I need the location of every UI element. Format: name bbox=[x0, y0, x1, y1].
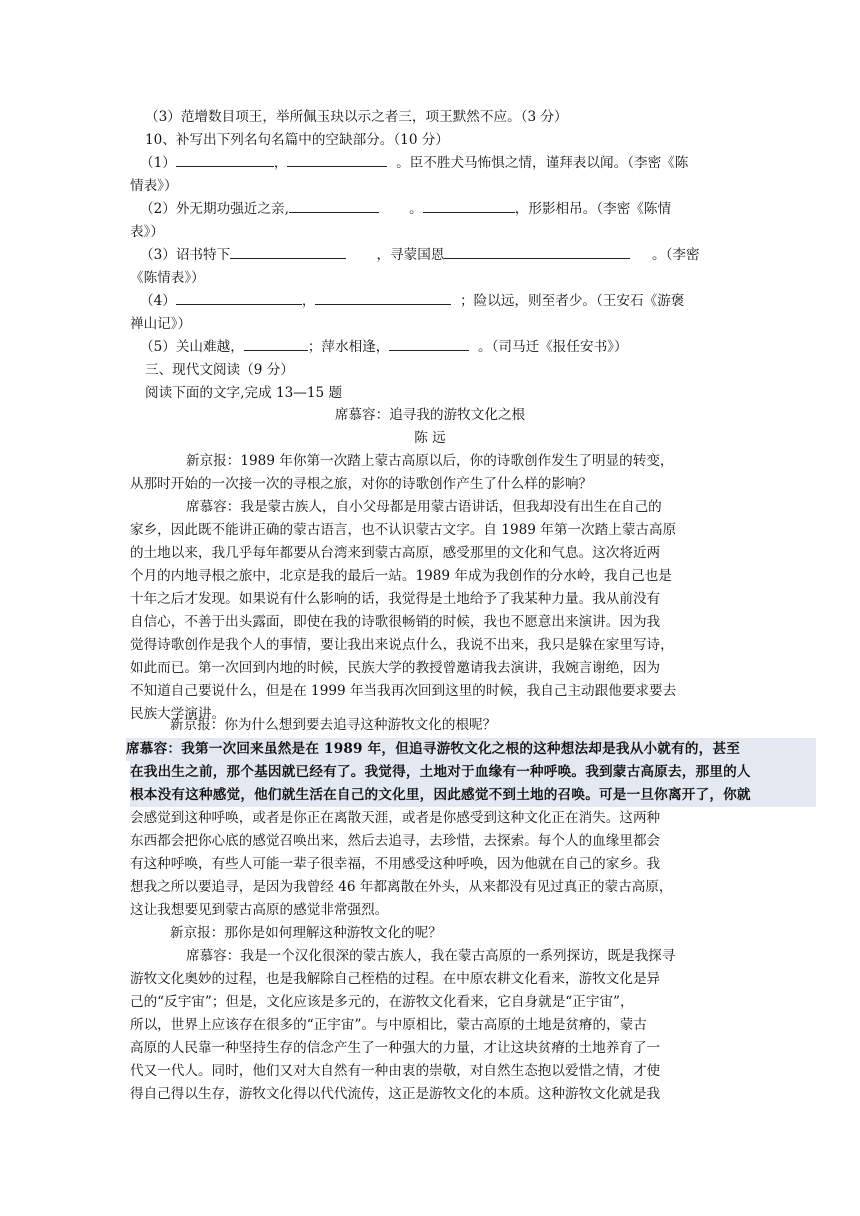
q10-5-sep: ；萍水相逢， bbox=[307, 339, 390, 355]
paragraph-line: 如此而已。第一次回到内地的时候，民族大学的教授曾邀请我去演讲，我婉言谢绝，因为 bbox=[130, 660, 661, 676]
paragraph-line: 从那时开始的一次接一次的寻根之旅，对你的诗歌创作产生了什么样的影响？ bbox=[130, 476, 593, 492]
section-3-instructions: 阅读下面的文字,完成 13—15 题 bbox=[145, 385, 343, 401]
paragraph-line: 代又一代人。同时，他们又对大自然有一种由衷的崇敬，对自然生态抱以爱惜之情，才使 bbox=[130, 1063, 661, 1079]
fill-blank bbox=[176, 290, 302, 305]
highlighted-line: 在我出生之前，那个基因就已经有了。我觉得，土地对于血缘有一种呼唤。我到蒙古高原去，那里的人 bbox=[130, 761, 816, 784]
paragraph-line: 十年之后才发现。如果说有什么影响的话，我觉得是土地给予了我某种力量。我从前没有 bbox=[130, 591, 661, 607]
question-10-3-cont: 《陈情表》） bbox=[130, 270, 205, 286]
q10-5-text: 。（司马迁《报任安书》） bbox=[478, 339, 628, 355]
fill-blank bbox=[289, 198, 379, 213]
q10-3-text: 。（李密 bbox=[652, 247, 700, 263]
question-10-4-cont: 禅山记》） bbox=[130, 316, 192, 332]
paragraph-line: 这让我想要见到蒙古高原的感觉非常强烈。 bbox=[130, 902, 389, 918]
fill-blank bbox=[444, 244, 630, 259]
highlighted-line: 席慕容：我第一次回来虽然是在 1989 年，但追寻游牧文化之根的这种想法却是我从小就有的，甚至 bbox=[126, 738, 816, 761]
q10-2-label: （2）外无期功强近之亲, bbox=[140, 201, 289, 217]
paragraph-line: 会感觉到这种呼唤，或者是你正在离散天涯，或者是你感受到这种文化正在消失。这两种 bbox=[130, 810, 661, 826]
paragraph-line: 家乡，因此既不能讲正确的蒙古语言，也不认识蒙古文字。自 1989 年第一次踏上蒙古高原 bbox=[130, 522, 677, 538]
question-10-2-cont: 表》） bbox=[130, 224, 164, 240]
paragraph-line: 东西都会把你心底的感觉召唤出来，然后去追寻，去珍惜，去探索。每个人的血缘里都会 bbox=[130, 833, 661, 849]
question-10-5 bbox=[140, 336, 740, 359]
fill-blank bbox=[315, 290, 451, 305]
paragraph-line: 个月的内地寻根之旅中，北京是我的最后一站。1989 年成为我创作的分水岭，我自己也是 bbox=[130, 568, 672, 584]
question-10-1 bbox=[140, 152, 740, 175]
q10-1-text: 。臣不胜犬马怖惧之情，谨拜表以闻。（李密《陈 bbox=[396, 155, 689, 171]
paragraph-line: 席慕容：我是一个汉化很深的蒙古族人，我在蒙古高原的一系列探访，既是我探寻 bbox=[186, 948, 676, 964]
q10-4-label: （4） bbox=[140, 293, 176, 309]
question-10-title: 10、补写出下列名句名篇中的空缺部分。（10 分） bbox=[145, 132, 449, 148]
q10-3-sep: ，寻蒙国恩 bbox=[376, 247, 445, 263]
question-9-3: （3）范增数目项王，举所佩玉玦以示之者三，项王默然不应。（3 分） bbox=[145, 109, 568, 125]
paragraph-line: 新京报：你为什么想到要去追寻这种游牧文化的根呢？ bbox=[170, 717, 497, 733]
q10-2-text: ，形影相吊。（李密《陈情 bbox=[514, 201, 672, 217]
highlighted-line: 根本没有这种感觉，他们就生活在自己的文化里，因此感觉不到土地的召唤。可是一旦你离开了，你就 bbox=[130, 784, 816, 807]
q10-1-sep: ， bbox=[273, 155, 288, 171]
paragraph-line: 游牧文化奥妙的过程，也是我解除自己桎梏的过程。在中原农耕文化看来，游牧文化是异 bbox=[130, 971, 661, 987]
fill-blank bbox=[244, 336, 308, 351]
q10-4-text: ；险以远，则至者少。（王安石《游褒 bbox=[460, 293, 685, 309]
q10-5-label: （5）关山难越， bbox=[140, 339, 244, 355]
paragraph-line: 觉得诗歌创作是我个人的事情，要让我出来说点什么，我说不出来，我只是躲在家里写诗， bbox=[130, 637, 674, 653]
paragraph-line: 民族大学演讲。 bbox=[130, 706, 226, 722]
fill-blank bbox=[230, 244, 346, 259]
fill-blank bbox=[287, 152, 387, 167]
paragraph-line: 不知道自己要说什么，但是在 1999 年当我再次回到这里的时候，我自己主动跟他要求要去 bbox=[130, 683, 677, 699]
fill-blank bbox=[389, 336, 469, 351]
paragraph-line: 有这种呼唤，有些人可能一辈子很幸福，不用感受这种呼唤，因为他就在自己的家乡。我 bbox=[130, 856, 661, 872]
fill-blank bbox=[176, 152, 274, 167]
paragraph-line: 得自己得以生存，游牧文化得以代代流传，这正是游牧文化的本质。这种游牧文化就是我 bbox=[130, 1086, 661, 1102]
paragraph-line: 所以，世界上应该存在很多的“正宇宙”。与中原相比，蒙古高原的土地是贫瘠的，蒙古 bbox=[130, 1017, 647, 1033]
question-10-2 bbox=[140, 198, 740, 221]
paragraph-line: 的土地以来，我几乎每年都要从台湾来到蒙古高原，感受那里的文化和气息。这次将近两 bbox=[130, 545, 661, 561]
q10-2-sep: 。 bbox=[409, 201, 423, 217]
section-3-title: 三、现代文阅读（9 分） bbox=[145, 362, 294, 378]
article-title: 席慕容：追寻我的游牧文化之根 bbox=[334, 407, 526, 423]
article-author: 陈 远 bbox=[414, 430, 446, 446]
paragraph-line: 己的“反宇宙”；但是，文化应该是多元的，在游牧文化看来，它自身就是“正宇宙”， bbox=[130, 994, 634, 1010]
paragraph-line: 席慕容：我是蒙古族人，自小父母都是用蒙古语讲话，但我却没有出生在自己的 bbox=[186, 499, 662, 515]
paragraph-line: 想我之所以要追寻，是因为我曾经 46 年都离散在外头，从来都没有见过真正的蒙古高原， bbox=[130, 879, 673, 895]
q10-3-label: （3）诏书特下 bbox=[140, 247, 231, 263]
paragraph-line: 新京报：1989 年你第一次踏上蒙古高原以后，你的诗歌创作发生了明显的转变， bbox=[186, 453, 674, 469]
question-10-3 bbox=[140, 244, 740, 267]
q10-1-label: （1） bbox=[140, 155, 176, 171]
paragraph-line: 高原的人民靠一种坚持生存的信念产生了一种强大的力量，才让这块贫瘠的土地养育了一 bbox=[130, 1040, 661, 1056]
paragraph-line: 自信心，不善于出头露面，即使在我的诗歌很畅销的时候，我也不愿意出来演讲。因为我 bbox=[130, 614, 661, 630]
q10-4-sep: ， bbox=[301, 293, 316, 309]
fill-blank bbox=[423, 198, 515, 213]
question-10-4 bbox=[140, 290, 740, 313]
question-10-1-cont: 情表》） bbox=[130, 178, 178, 194]
paragraph-line: 新京报：那你是如何理解这种游牧文化的呢？ bbox=[170, 925, 442, 941]
